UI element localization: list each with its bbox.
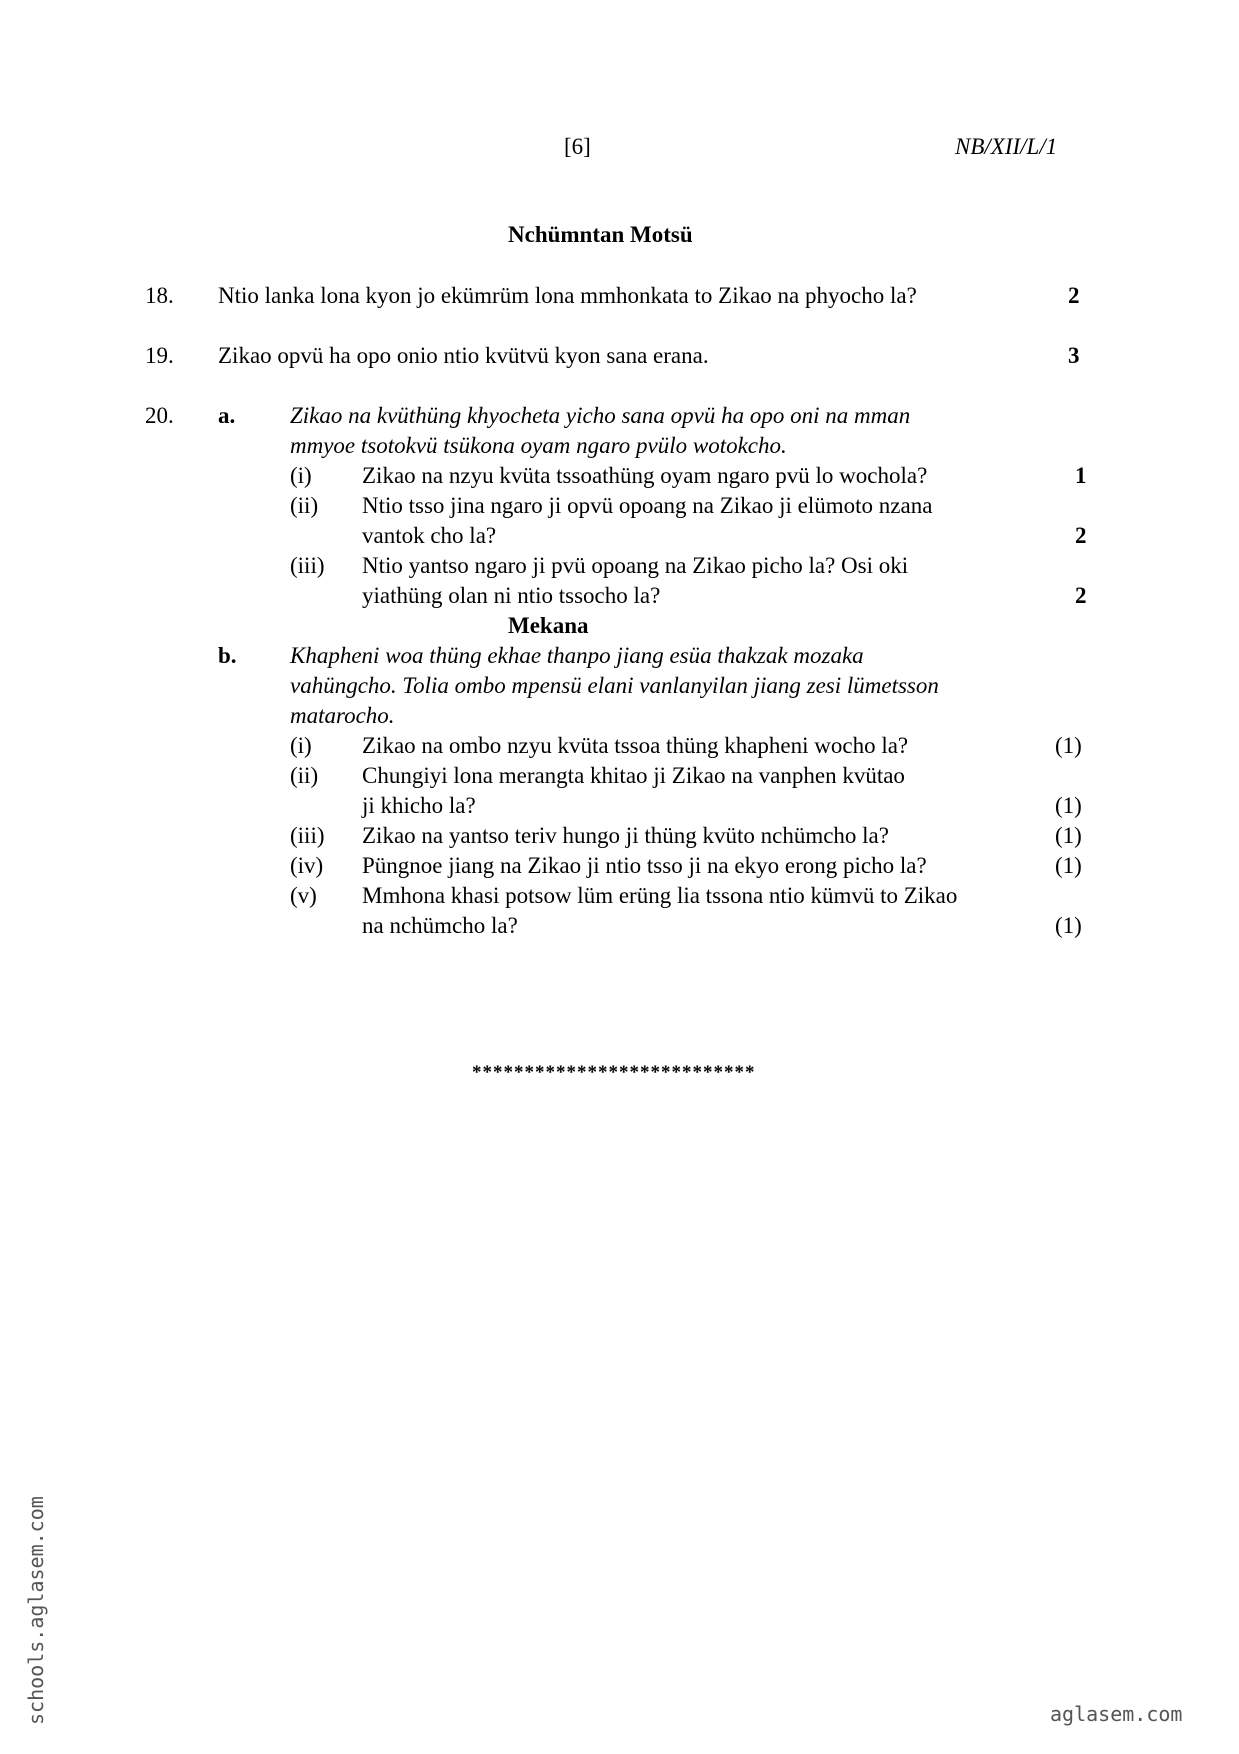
passage-b-line: vahüngcho. Tolia ombo mpensü elani vanlanyilan jiang zesi lümetsson <box>290 673 939 698</box>
passage-b-line: matarocho. <box>290 703 395 728</box>
item-label: (iii) <box>290 823 325 848</box>
section-title: Nchümntan Motsü <box>508 222 693 247</box>
paper-code: NB/XII/L/1 <box>955 134 1058 159</box>
item-marks: 1 <box>1075 463 1087 488</box>
item-text: Ntio yantso ngaro ji pvü opoang na Zikao picho la? Osi oki <box>362 553 909 578</box>
item-label: (i) <box>290 733 312 758</box>
item-text: Zikao na nzyu kvüta tssoathüng oyam ngaro pvü lo wochola? <box>362 463 928 488</box>
item-text: Püngnoe jiang na Zikao ji ntio tsso ji na ekyo erong picho la? <box>362 853 927 878</box>
part-label-a: a. <box>218 403 236 428</box>
item-text: Zikao na ombo nzyu kvüta tssoa thüng khapheni wocho la? <box>362 733 909 758</box>
item-marks: 2 <box>1075 583 1087 608</box>
passage-b-line: Khapheni woa thüng ekhae thanpo jiang esüa thakzak mozaka <box>290 643 864 668</box>
page-number: [6] <box>564 134 591 159</box>
item-text: Chungiyi lona merangta khitao ji Zikao na vanphen kvütao <box>362 763 905 788</box>
item-marks: (1) <box>1055 913 1082 938</box>
item-label: (ii) <box>290 763 319 788</box>
item-text: ji khicho la? <box>362 793 476 818</box>
item-text: Ntio tsso jina ngaro ji opvü opoang na Zikao ji elümoto nzana <box>362 493 933 518</box>
passage-a-line: mmyoe tsotokvü tsükona oyam ngaro pvülo wotokcho. <box>290 433 787 458</box>
or-separator: Mekana <box>508 613 589 638</box>
question-number: 18. <box>145 283 174 308</box>
part-label-b: b. <box>218 643 237 668</box>
item-label: (ii) <box>290 493 319 518</box>
question-marks: 3 <box>1068 343 1080 368</box>
question-text: Ntio lanka lona kyon jo ekümrüm lona mmhonkata to Zikao na phyocho la? <box>218 283 917 308</box>
passage-a-line: Zikao na kvüthüng khyocheta yicho sana opvü ha opo oni na mman <box>290 403 911 428</box>
item-text: Zikao na yantso teriv hungo ji thüng kvüto nchümcho la? <box>362 823 889 848</box>
question-text: Zikao opvü ha opo onio ntio kvütvü kyon sana erana. <box>218 343 709 368</box>
item-label: (i) <box>290 463 312 488</box>
item-label: (v) <box>290 883 317 908</box>
item-text: na nchümcho la? <box>362 913 518 938</box>
item-text: Mmhona khasi potsow lüm erüng lia tssona ntio kümvü to Zikao <box>362 883 958 908</box>
item-label: (iii) <box>290 553 325 578</box>
end-marker: *************************** <box>472 1062 756 1083</box>
item-text: vantok cho la? <box>362 523 497 548</box>
corner-watermark: aglasem.com <box>1050 1702 1183 1726</box>
question-number: 19. <box>145 343 174 368</box>
item-marks: (1) <box>1055 823 1082 848</box>
item-marks: 2 <box>1075 523 1087 548</box>
question-marks: 2 <box>1068 283 1080 308</box>
item-marks: (1) <box>1055 793 1082 818</box>
item-marks: (1) <box>1055 733 1082 758</box>
question-number: 20. <box>145 403 174 428</box>
item-text: yiathüng olan ni ntio tssocho la? <box>362 583 661 608</box>
item-label: (iv) <box>290 853 324 878</box>
item-marks: (1) <box>1055 853 1082 878</box>
side-watermark: schools.aglasem.com <box>24 1496 48 1725</box>
